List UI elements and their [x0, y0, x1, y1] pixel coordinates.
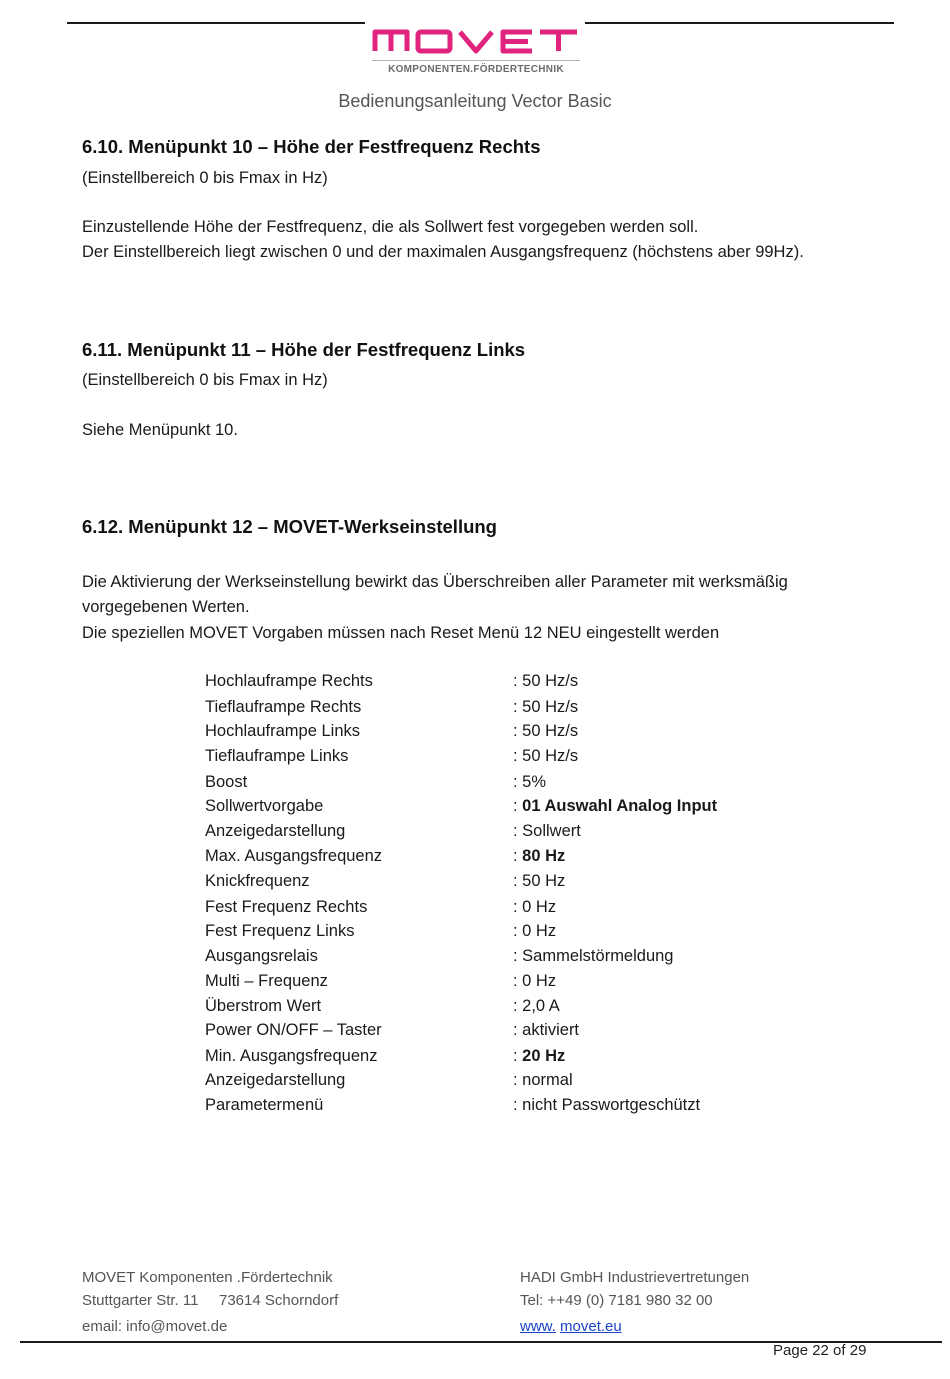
param-label: Max. Ausgangsfrequenz	[205, 847, 383, 865]
header-rule-right	[585, 22, 894, 24]
param-row	[0, 747, 950, 771]
param-value: 0 Hz	[522, 898, 557, 916]
param-row	[0, 847, 950, 871]
param-row	[0, 922, 950, 946]
param-label: Min. Ausgangsfrequenz	[205, 1047, 378, 1065]
param-colon: :	[513, 698, 523, 716]
param-label: Boost	[205, 773, 248, 791]
movet-logo	[372, 26, 580, 75]
param-colon: :	[513, 972, 523, 990]
param-value: nicht Passwortgeschützt	[522, 1096, 701, 1114]
param-label: Knickfrequenz	[205, 872, 310, 890]
param-row	[0, 822, 950, 846]
logo-underline	[372, 60, 580, 61]
section-6-12-text-2: vorgegebenen Werten.	[82, 598, 250, 616]
param-row	[0, 773, 950, 797]
param-colon: :	[513, 797, 523, 815]
param-label: Power ON/OFF – Taster	[205, 1021, 382, 1039]
param-value-cell	[513, 773, 546, 792]
footer-right-company: HADI GmbH Industrievertretungen	[520, 1269, 750, 1286]
param-value: 01 Auswahl Analog Input	[522, 797, 718, 815]
param-value-cell	[513, 922, 556, 941]
header-rule-left	[67, 22, 365, 24]
param-colon: :	[513, 947, 523, 965]
param-label: Multi – Frequenz	[205, 972, 328, 990]
param-colon: :	[513, 747, 523, 765]
footer-website	[520, 1318, 622, 1335]
param-label: Anzeigedarstellung	[205, 1071, 346, 1089]
param-colon: :	[513, 773, 523, 791]
param-value: 2,0 A	[522, 997, 560, 1015]
param-row	[0, 872, 950, 896]
param-label: Überstrom Wert	[205, 997, 322, 1015]
param-value-cell	[513, 872, 565, 891]
param-value-cell	[513, 672, 578, 691]
param-value-cell	[513, 797, 717, 816]
param-row	[0, 898, 950, 922]
param-row	[0, 1071, 950, 1095]
section-6-12-text-3: Die speziellen MOVET Vorgaben müssen nach Reset Menü 12 NEU eingestellt werden	[82, 624, 720, 642]
param-value-cell	[513, 822, 581, 841]
logo-subtitle: KOMPONENTEN.FÖRDERTECHNIK	[388, 64, 564, 75]
param-value-cell	[513, 747, 578, 766]
param-value-cell	[513, 847, 565, 866]
param-value-cell	[513, 722, 578, 741]
param-colon: :	[513, 1071, 523, 1089]
document-title: Bedienungsanleitung Vector Basic	[338, 91, 612, 111]
param-value-cell	[513, 1021, 579, 1040]
section-6-11-range: (Einstellbereich 0 bis Fmax in Hz)	[82, 371, 328, 389]
param-row	[0, 1096, 950, 1120]
param-value-cell	[513, 972, 556, 991]
movet-logo-wordmark	[372, 26, 580, 56]
param-value-cell	[513, 698, 578, 717]
param-row	[0, 797, 950, 821]
param-label: Parametermenü	[205, 1096, 324, 1114]
footer-left-street: Stuttgarter Str. 11	[82, 1292, 199, 1309]
param-value: 80 Hz	[522, 847, 566, 865]
param-colon: :	[513, 672, 523, 690]
section-6-12-text-1: Die Aktivierung der Werkseinstellung bewirkt das Überschreiben aller Parameter mit werksmäßig	[82, 573, 788, 591]
param-value-cell	[513, 1071, 573, 1090]
section-6-10-range: (Einstellbereich 0 bis Fmax in Hz)	[82, 169, 328, 187]
param-value: 50 Hz/s	[522, 672, 579, 690]
param-label: Tieflauframpe Links	[205, 747, 349, 765]
param-value: 50 Hz	[522, 872, 566, 890]
footer-left-company: MOVET Komponenten .Fördertechnik	[82, 1269, 333, 1286]
param-value: 20 Hz	[522, 1047, 566, 1065]
param-colon: :	[513, 822, 523, 840]
footer-right-tel: Tel: ++49 (0) 7181 980 32 00	[520, 1292, 713, 1309]
section-heading-6-12: 6.12. Menüpunkt 12 – MOVET-Werkseinstellung	[82, 516, 497, 537]
footer-left-email: email: info@movet.de	[82, 1318, 228, 1335]
section-6-10-text-2: Der Einstellbereich liegt zwischen 0 und der maximalen Ausgangsfrequenz (höchstens aber 99Hz).	[82, 243, 804, 261]
param-label: Fest Frequenz Links	[205, 922, 355, 940]
param-row	[0, 1021, 950, 1045]
param-value: 0 Hz	[522, 972, 557, 990]
param-row	[0, 972, 950, 996]
param-row	[0, 997, 950, 1021]
param-value: Sammelstörmeldung	[522, 947, 674, 965]
footer-left-city: 73614 Schorndorf	[219, 1292, 339, 1309]
param-label: Sollwertvorgabe	[205, 797, 324, 815]
footer-web-link-domain[interactable]: movet.eu	[560, 1318, 622, 1335]
param-colon: :	[513, 1047, 523, 1065]
param-row	[0, 698, 950, 722]
param-value: 50 Hz/s	[522, 747, 579, 765]
section-6-10-text-1: Einzustellende Höhe der Festfrequenz, die als Sollwert fest vorgegeben werden soll.	[82, 218, 699, 236]
param-value: Sollwert	[522, 822, 581, 840]
param-label: Hochlauframpe Rechts	[205, 672, 373, 690]
param-label: Tieflauframpe Rechts	[205, 698, 362, 716]
param-value: 5%	[522, 773, 547, 791]
param-colon: :	[513, 1021, 523, 1039]
param-colon: :	[513, 872, 523, 890]
param-row	[0, 947, 950, 971]
param-value-cell	[513, 1047, 565, 1066]
section-heading-6-11: 6.11. Menüpunkt 11 – Höhe der Festfrequenz Links	[82, 339, 526, 360]
footer-web-link-www[interactable]: www.	[520, 1318, 556, 1335]
param-colon: :	[513, 898, 523, 916]
param-label: Anzeigedarstellung	[205, 822, 346, 840]
param-colon: :	[513, 1096, 523, 1114]
param-value-cell	[513, 1096, 700, 1115]
param-colon: :	[513, 922, 523, 940]
param-label: Ausgangsrelais	[205, 947, 318, 965]
param-colon: :	[513, 847, 523, 865]
param-value: 50 Hz/s	[522, 722, 579, 740]
param-colon: :	[513, 722, 523, 740]
param-value: aktiviert	[522, 1021, 580, 1039]
param-colon: :	[513, 997, 523, 1015]
param-row	[0, 672, 950, 696]
param-label: Fest Frequenz Rechts	[205, 898, 368, 916]
param-value: 0 Hz	[522, 922, 557, 940]
param-value-cell	[513, 947, 673, 966]
section-6-11-text: Siehe Menüpunkt 10.	[82, 421, 238, 439]
param-row	[0, 1047, 950, 1071]
param-value: normal	[522, 1071, 573, 1089]
param-label: Hochlauframpe Links	[205, 722, 360, 740]
param-row	[0, 722, 950, 746]
param-value-cell	[513, 898, 556, 917]
param-value: 50 Hz/s	[522, 698, 579, 716]
param-value-cell	[513, 997, 560, 1016]
section-heading-6-10: 6.10. Menüpunkt 10 – Höhe der Festfrequenz Rechts	[82, 136, 541, 157]
page-number: Page 22 of 29	[773, 1342, 867, 1359]
